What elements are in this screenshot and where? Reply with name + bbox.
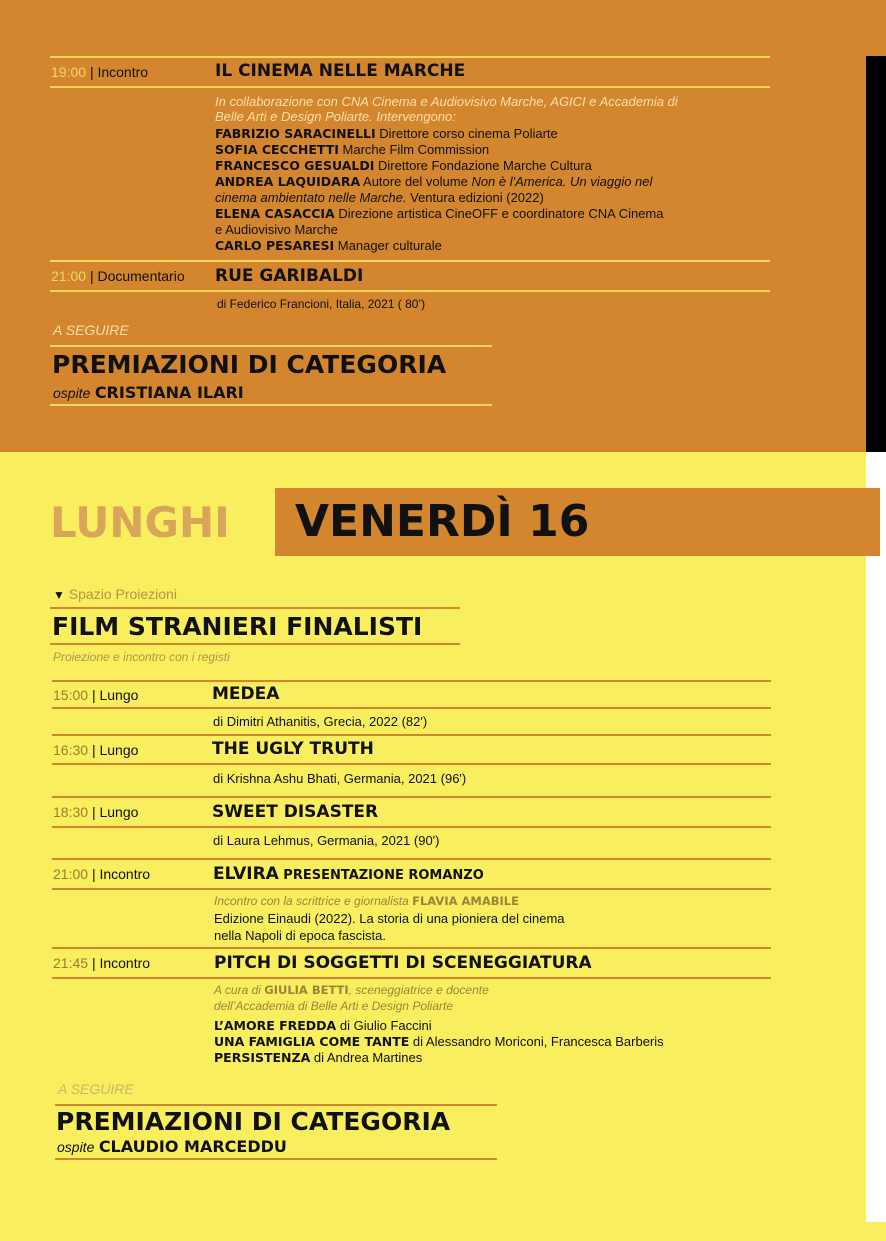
event-type: | Documentario — [89, 268, 185, 284]
event-desc: Edizione Einaudi (2022). La storia di una pioniera del cinema — [214, 911, 565, 926]
event-desc: nella Napoli di epoca fascista. — [214, 928, 386, 943]
film-time-type: 16:30 | Lungo — [53, 742, 139, 758]
speaker-row: ANDREA LAQUIDARA Autore del volume Non è l'America. Un viaggio nel — [215, 174, 653, 189]
event-title: ELVIRA PRESENTAZIONE ROMANZO — [213, 864, 484, 884]
film-title: THE UGLY TRUTH — [212, 739, 374, 759]
divider — [50, 260, 770, 262]
divider — [50, 643, 460, 645]
edge-bar-black — [866, 56, 886, 452]
speaker-row-cont: e Audiovisivo Marche — [215, 222, 338, 237]
event-time: 19:00 — [51, 64, 87, 80]
divider — [52, 680, 771, 682]
film-title: MEDEA — [212, 684, 280, 704]
divider — [52, 707, 771, 709]
event-intro: In collaborazione con CNA Cinema e Audiovisivo Marche, AGICI e Accademia di — [215, 94, 678, 109]
event-time: 21:00 — [51, 268, 87, 284]
a-seguire: A SEGUIRE — [58, 1081, 134, 1097]
speaker-row: CARLO PESARESI Manager culturale — [215, 238, 442, 253]
event-title: PITCH DI SOGGETTI DI SCENEGGIATURA — [214, 953, 592, 973]
divider — [55, 1104, 497, 1106]
speaker-row: ELENA CASACCIA Direzione artistica CineOFF e coordinatore CNA Cinema — [215, 206, 664, 221]
divider — [50, 56, 770, 58]
day-title: VENERDÌ 16 — [295, 496, 590, 547]
divider — [52, 858, 771, 860]
divider — [52, 977, 771, 979]
event-time-type — [51, 64, 148, 80]
work-row: UNA FAMIGLIA COME TANTE di Alessandro Moriconi, Francesca Barberis — [214, 1034, 664, 1049]
divider — [50, 345, 492, 347]
guest-line: ospite CLAUDIO MARCEDDU — [57, 1137, 287, 1156]
divider — [52, 826, 771, 828]
event-intro: A cura di GIULIA BETTI, sceneggiatrice e docente — [214, 983, 489, 997]
speaker-row: FABRIZIO SARACINELLI Direttore corso cinema Poliarte — [215, 126, 558, 141]
event-type: | Incontro — [89, 64, 149, 80]
divider — [52, 947, 771, 949]
film-title: SWEET DISASTER — [212, 802, 379, 822]
section-subtitle: Proiezione e incontro con i registi — [53, 650, 230, 664]
divider — [52, 763, 771, 765]
divider — [50, 86, 770, 88]
event-time-type: 21:00 | Incontro — [53, 866, 151, 882]
speaker-row: FRANCESCO GESUALDI Direttore Fondazione Marche Cultura — [215, 158, 592, 173]
film-credit: di Laura Lehmus, Germania, 2021 (90') — [213, 833, 440, 848]
work-row: L’AMORE FREDDA di Giulio Faccini — [214, 1018, 432, 1033]
film-credit: di Dimitri Athanitis, Grecia, 2022 (82') — [213, 714, 428, 729]
film-time-type: 18:30 | Lungo — [53, 804, 139, 820]
premiazioni-title: PREMIAZIONI DI CATEGORIA — [52, 350, 447, 379]
divider — [50, 607, 460, 609]
event-time-type — [51, 268, 185, 284]
film-time-type: 15:00 | Lungo — [53, 687, 139, 703]
category-label: LUNGHI — [50, 498, 230, 547]
work-row: PERSISTENZA di Andrea Martines — [214, 1050, 423, 1065]
event-intro: Incontro con la scrittrice e giornalista FLAVIA AMABILE — [214, 894, 519, 908]
section-title: FILM STRANIERI FINALISTI — [52, 612, 423, 641]
divider — [50, 290, 770, 292]
film-credit: di Krishna Ashu Bhati, Germania, 2021 (96') — [213, 771, 467, 786]
divider — [50, 404, 492, 406]
premiazioni-title: PREMIAZIONI DI CATEGORIA — [56, 1107, 451, 1136]
event-intro: dell’Accademia di Belle Arti e Design Poliarte — [214, 999, 454, 1013]
event-title: IL CINEMA NELLE MARCHE — [215, 61, 466, 81]
event-title: RUE GARIBALDI — [215, 266, 364, 286]
guest-line: ospite CRISTIANA ILARI — [53, 383, 244, 402]
event-time-type: 21:45 | Incontro — [53, 955, 151, 971]
divider — [52, 796, 771, 798]
divider — [55, 1158, 497, 1160]
divider — [52, 734, 771, 736]
venue-line: ▼ Spazio Proiezioni — [53, 586, 177, 602]
divider — [52, 888, 771, 890]
edge-bar-white — [866, 452, 886, 1222]
film-credit: di Federico Francioni, Italia, 2021 ( 80’) — [217, 297, 426, 311]
speaker-row: SOFIA CECCHETTI Marche Film Commission — [215, 142, 490, 157]
speaker-row-cont: cinema ambientato nelle Marche. Ventura edizioni (2022) — [215, 190, 544, 205]
event-intro: Belle Arti e Design Poliarte. Intervengono: — [215, 109, 456, 124]
a-seguire: A SEGUIRE — [53, 322, 129, 338]
triangle-down-icon: ▼ — [53, 588, 65, 602]
